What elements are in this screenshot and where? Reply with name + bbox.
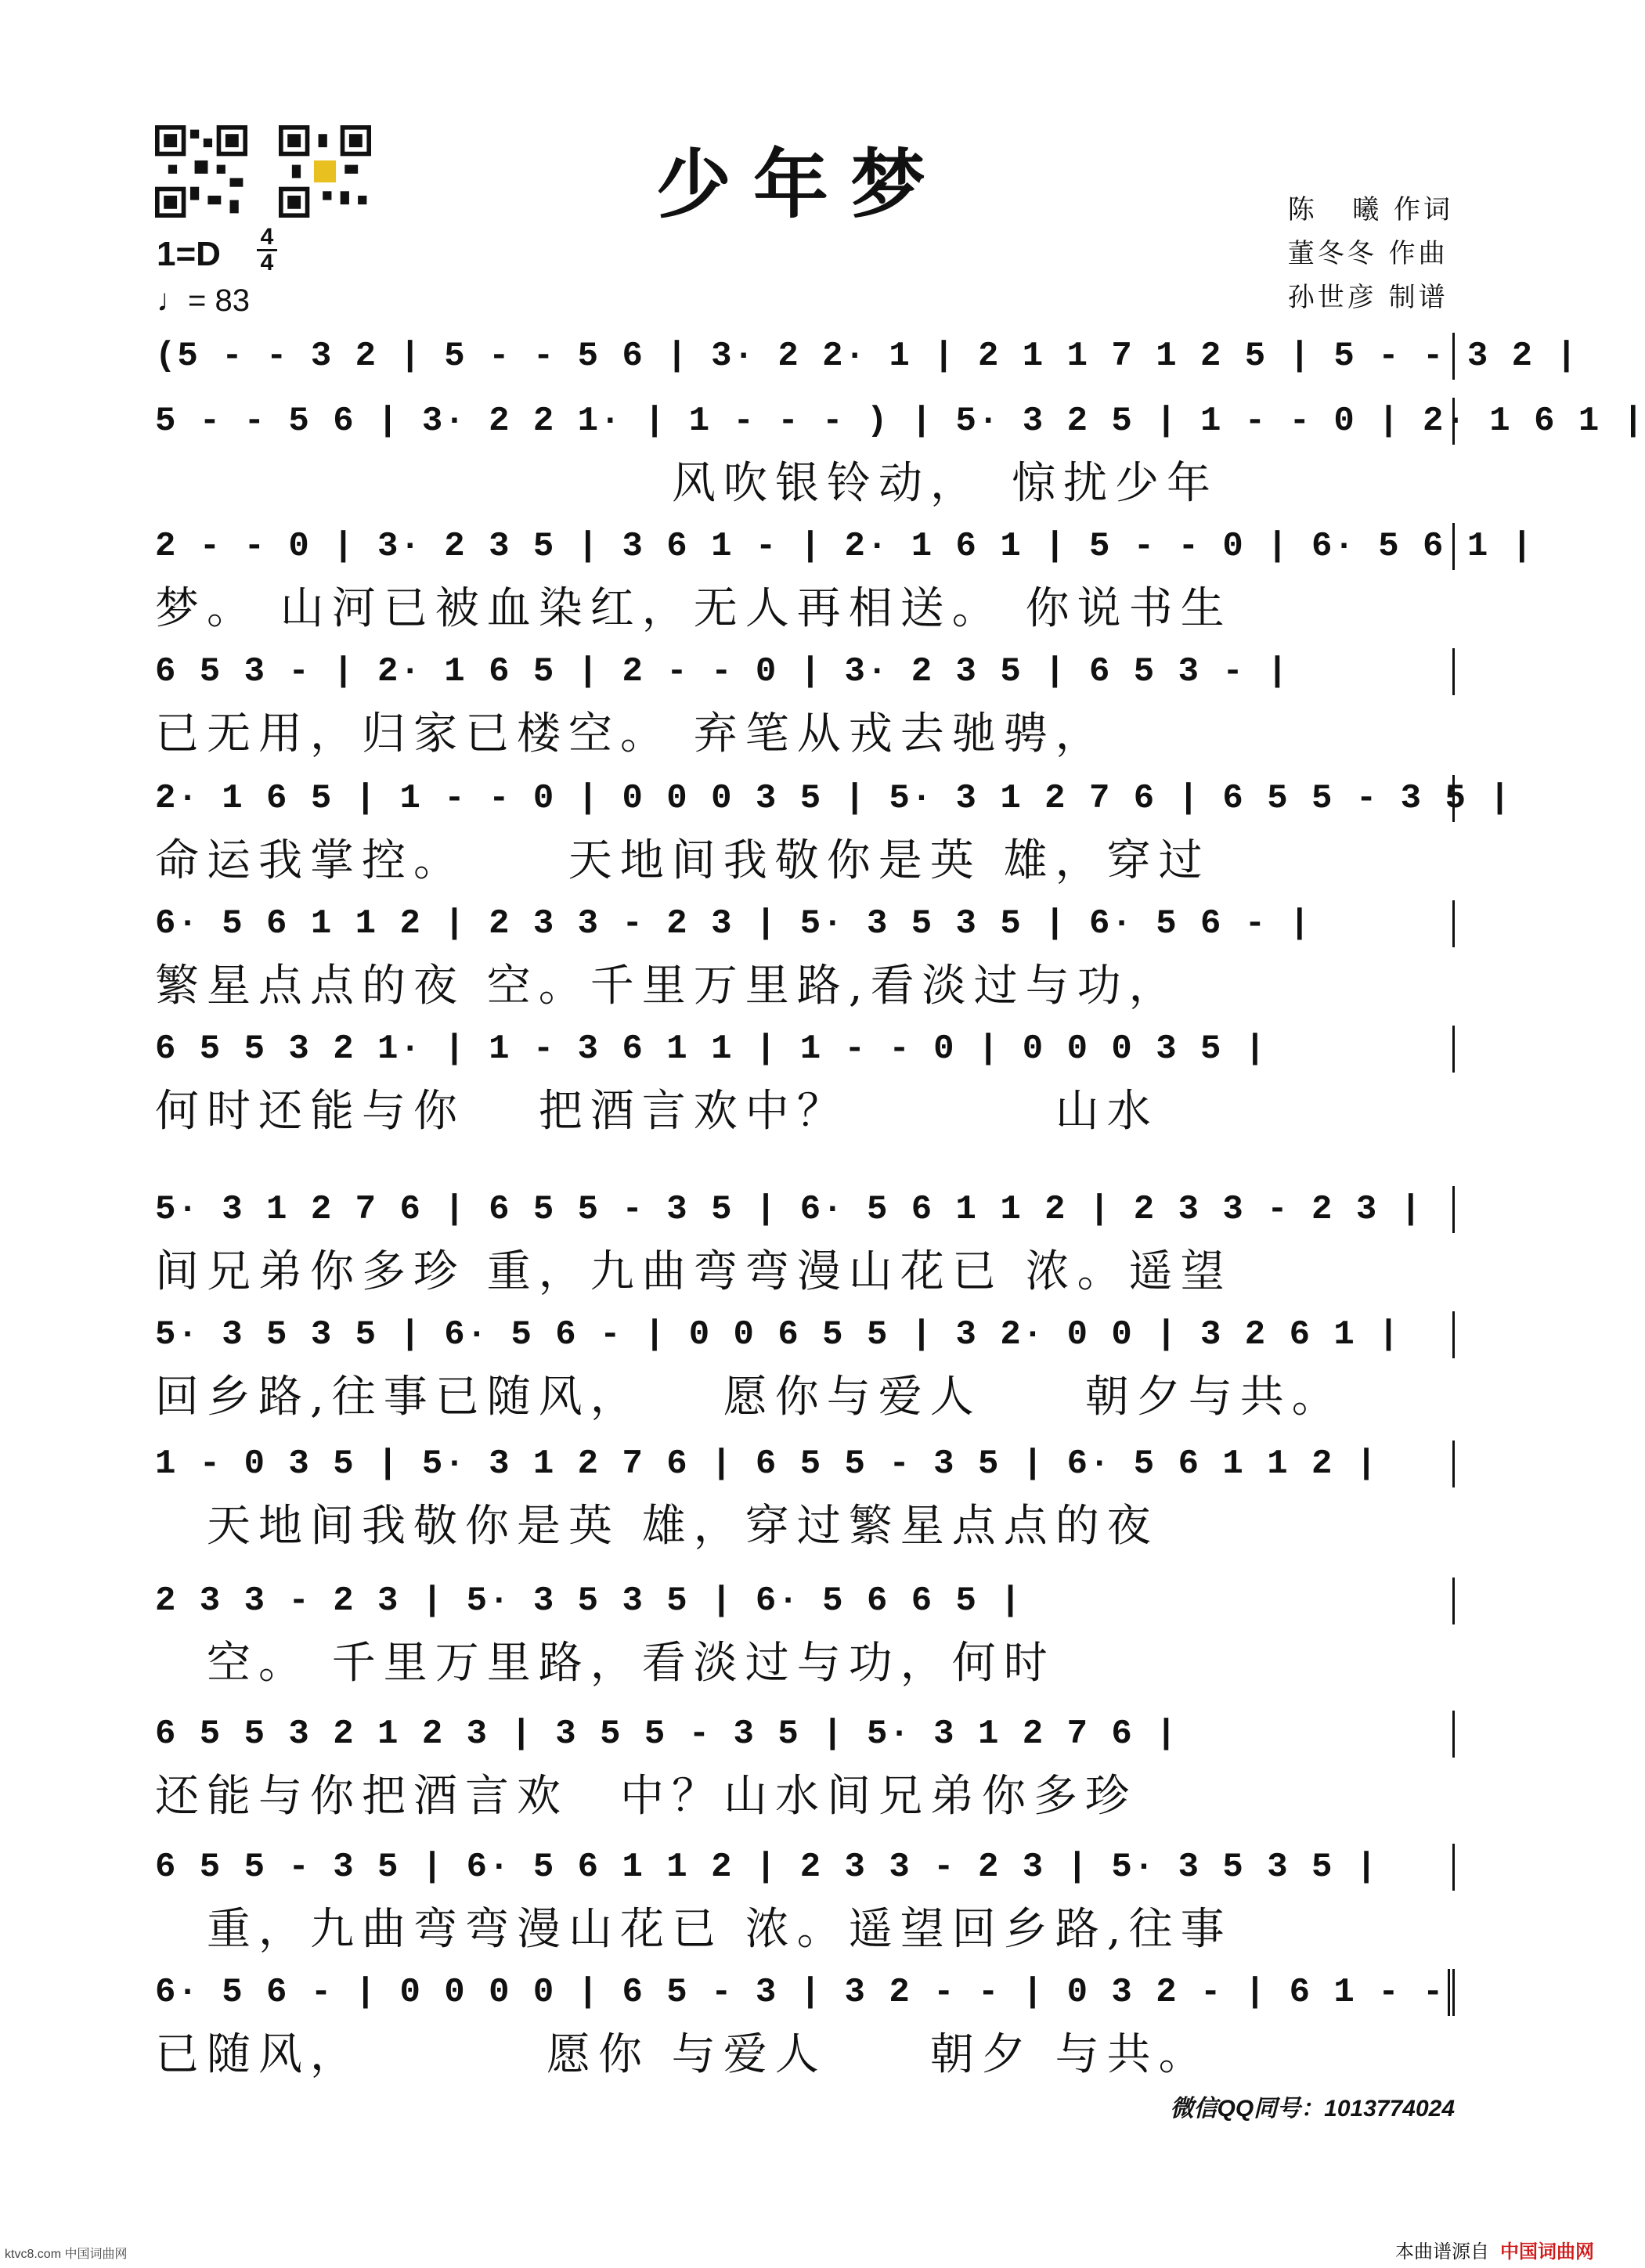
credits <box>1288 188 1453 319</box>
lyric-line: 回乡路,往事已随风， 愿你与爱人 朝夕与共。 <box>155 1372 1344 1422</box>
notation-line: 2· 1 6 5 | 1 - - 0 | 0 0 0 3 5 | 5· 3 1 2 7 6 | 6 5 5 - 3 5 | <box>155 775 1455 822</box>
notation-line: 6· 5 6 - | 0 0 0 0 | 6 5 - 3 | 3 2 - - | 0 3 2 - | 6 1 - - <box>155 1969 1455 2016</box>
footer-site: ktvc8.com 中国词曲网 <box>5 2248 128 2261</box>
score-system <box>155 523 1535 637</box>
score-system <box>155 900 1455 1015</box>
tempo-marking: ♩= 83 <box>157 283 250 318</box>
footer-source-label: 本曲谱源自 <box>1395 2241 1489 2263</box>
notation-line: 6· 5 6 1 1 2 | 2 3 3 - 2 3 | 5· 3 5 3 5 | 6· 5 6 - | <box>155 900 1455 947</box>
lyric-line: 还能与你把酒言欢 中？山水间兄弟你多珍 <box>155 1771 1137 1822</box>
footer-source <box>1395 2236 1594 2263</box>
notation-line: 6 5 5 3 2 1 2 3 | 3 5 5 - 3 5 | 5· 3 1 2 7 6 | <box>155 1711 1455 1758</box>
score-system-final <box>155 1969 1455 2083</box>
score-system <box>155 1711 1455 1825</box>
notation-line: 6 5 5 - 3 5 | 6· 5 6 1 1 2 | 2 3 3 - 2 3 | 5· 3 5 3 5 | <box>155 1844 1455 1891</box>
time-signature-top: 4 <box>260 224 274 250</box>
notation-line: 5 - - 5 6 | 3· 2 2 1· | 1 - - - ) | 5· 3 2 5 | 1 - - 0 | 2· 1 6 1 | <box>155 398 1455 445</box>
notation-line: 2 3 3 - 2 3 | 5· 3 5 3 5 | 6· 5 6 6 5 | <box>155 1578 1455 1624</box>
lyric-line: 繁星点点的夜 空。千里万里路,看淡过与功， <box>155 961 1181 1011</box>
lyric-line: 命运我掌控。 天地间我敬你是英 雄，穿过 <box>155 835 1210 886</box>
time-signature <box>257 225 277 275</box>
lyricist-credit: 陈 曦 作词 <box>1287 194 1453 225</box>
notation-line: 1 - 0 3 5 | 5· 3 1 2 7 6 | 6 5 5 - 3 5 | 6· 5 6 1 1 2 | <box>155 1440 1455 1487</box>
composer-credit: 董冬冬 作曲 <box>1287 238 1448 269</box>
lyric-line: 梦。 山河已被血染红，无人再相送。 你说书生 <box>155 583 1232 634</box>
lyric-line: 已随风， 愿你 与爱人 朝夕 与共。 <box>155 2029 1210 2080</box>
score-system <box>155 1440 1455 1555</box>
score-system <box>155 648 1455 763</box>
notation-line: 2 - - 0 | 3· 2 3 5 | 3 6 1 - | 2· 1 6 1 | 5 - - 0 | 6· 5 6 1 | <box>155 523 1455 570</box>
score-system <box>155 1186 1455 1300</box>
notation-credit: 孙世彦 制谱 <box>1287 282 1448 313</box>
lyric-line: 何时还能与你 把酒言欢中？ 山水 <box>155 1086 1159 1137</box>
notation-line: 5· 3 1 2 7 6 | 6 5 5 - 3 5 | 6· 5 6 1 1 2 | 2 3 3 - 2 3 | <box>155 1186 1455 1233</box>
lyric-line: 重，九曲弯弯漫山花已 浓。遥望回乡路,往事 <box>155 1904 1232 1955</box>
time-signature-bottom: 4 <box>260 250 274 276</box>
notation-line: 5· 3 5 3 5 | 6· 5 6 - | 0 0 6 5 5 | 3 2· 0 0 | 3 2 6 1 | <box>155 1311 1455 1358</box>
score-system <box>155 1578 1455 1692</box>
notation-line: (5 - - 3 2 | 5 - - 5 6 | 3· 2 2· 1 | 2 1 1 7 1 2 5 | 5 - - 3 2 | <box>155 333 1455 380</box>
score-system <box>155 1844 1455 1958</box>
contact-info: 微信QQ同号：1013774024 <box>1170 2096 1455 2122</box>
notation-line: 6 5 3 - | 2· 1 6 5 | 2 - - 0 | 3· 2 3 5 | 6 5 3 - | <box>155 648 1455 695</box>
score-system <box>155 1311 1455 1426</box>
lyric-line: 间兄弟你多珍 重，九曲弯弯漫山花已 浓。遥望 <box>155 1246 1232 1297</box>
footer-brand-link[interactable]: 中国词曲网 <box>1500 2241 1594 2263</box>
score-system <box>155 398 1645 512</box>
lyric-line: 风吹银铃动， 惊扰少年 <box>155 458 1218 509</box>
lyric-line: 空。 千里万里路，看淡过与功，何时 <box>155 1638 1055 1689</box>
song-title: 少年梦 <box>656 140 947 229</box>
notation-line: 6 5 5 3 2 1· | 1 - 3 6 1 1 | 1 - - 0 | 0 0 0 3 5 | <box>155 1026 1455 1073</box>
key-signature: 1=D <box>157 235 221 273</box>
lyric-line: 天地间我敬你是英 雄，穿过繁星点点的夜 <box>155 1501 1159 1552</box>
score-system <box>155 1026 1455 1140</box>
score-system <box>155 775 1512 889</box>
lyric-line: 已无用，归家已楼空。 弃笔从戎去驰骋， <box>155 709 1107 759</box>
